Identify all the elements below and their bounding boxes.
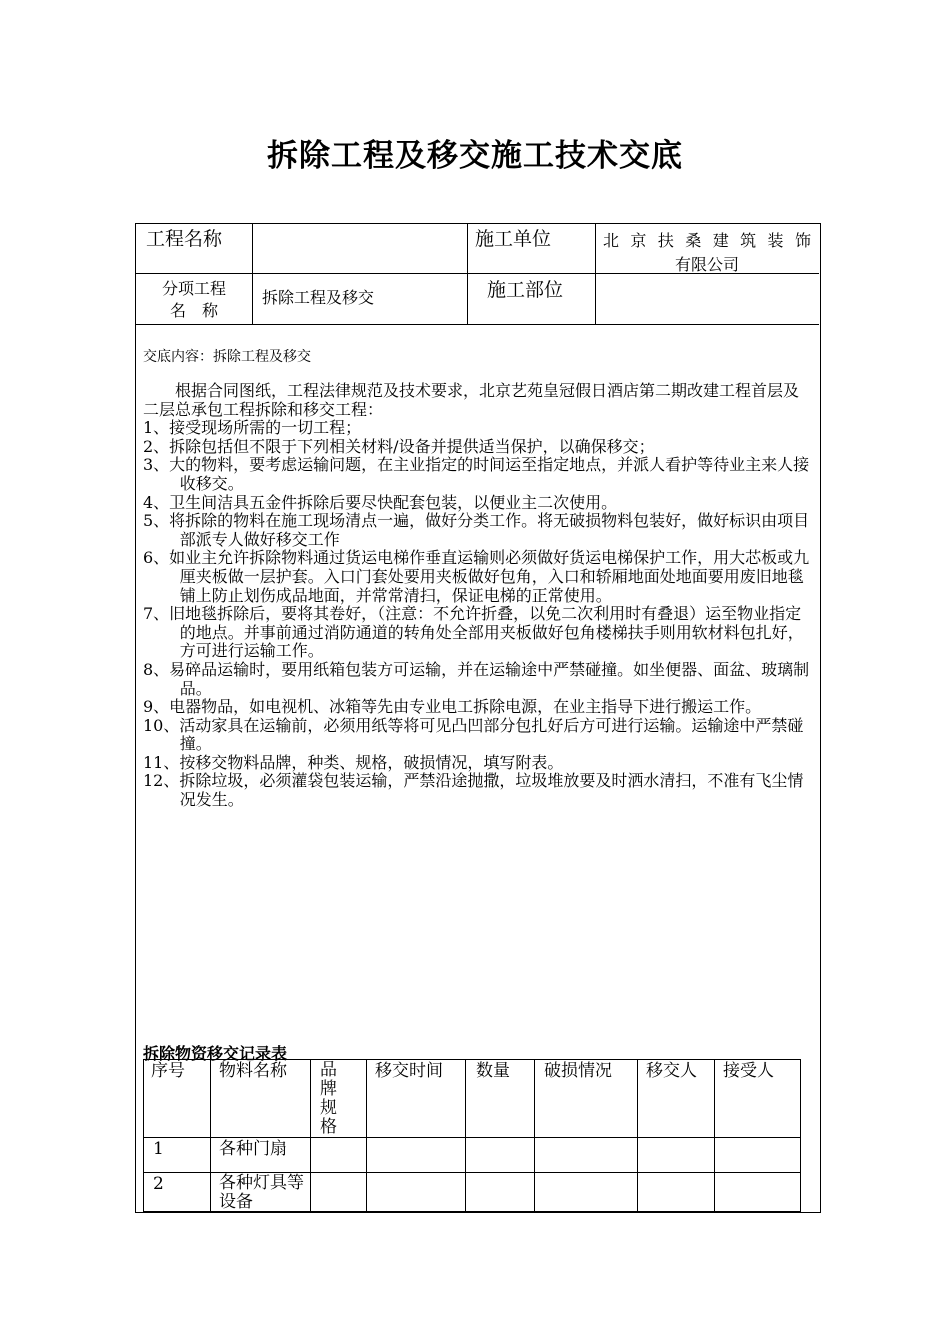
list-item: 10、活动家具在运输前，必须用纸等将可见凸凹部分包扎好后方可进行运输。运输途中严禁碰撞。 bbox=[143, 715, 804, 754]
row-2-material: 各种灯具等设备 bbox=[219, 1173, 304, 1212]
table-border bbox=[143, 1059, 144, 1211]
header-handover-time: 移交时间 bbox=[375, 1061, 443, 1081]
header-brand-spec: 品牌规格 bbox=[320, 1060, 337, 1137]
intro-paragraph: 根据合同图纸，工程法律规范及技术要求，北京艺苑皇冠假日酒店第二期改建工程首层及二层总承包工程拆除和移交工程： bbox=[143, 381, 800, 419]
content-body bbox=[143, 382, 811, 810]
table-border bbox=[714, 1059, 715, 1211]
column-divider bbox=[467, 223, 468, 324]
table-border bbox=[637, 1059, 638, 1211]
header-quantity: 数量 bbox=[476, 1061, 510, 1081]
row-1-serial: 1 bbox=[153, 1139, 164, 1159]
construction-unit-label: 施工单位 bbox=[475, 228, 552, 250]
table-border bbox=[310, 1059, 311, 1211]
list-item: 3、大的物料，要考虑运输问题，在主业指定的时间运至指定地点，并派人看护等待业主来人接收移交。 bbox=[143, 455, 810, 493]
construction-unit-value bbox=[603, 229, 811, 277]
content-label: 交底内容：拆除工程及移交 bbox=[143, 349, 311, 365]
row-divider bbox=[135, 324, 819, 325]
list-item: 2、拆除包括但不限于下列相关材料/设备并提供适当保护，以确保移交； bbox=[143, 436, 655, 456]
record-table bbox=[143, 1059, 801, 1213]
header-damage: 破损情况 bbox=[544, 1061, 612, 1081]
table-border bbox=[143, 1059, 801, 1060]
document-title: 拆除工程及移交施工技术交底 bbox=[267, 138, 683, 174]
construction-location-label: 施工部位 bbox=[487, 279, 564, 301]
table-border bbox=[465, 1059, 466, 1211]
sub-project-label-line1: 分项工程 bbox=[161, 279, 226, 298]
header-handover-person: 移交人 bbox=[646, 1061, 697, 1081]
list-item: 11、按移交物料品牌，种类、规格，破损情况，填写附表。 bbox=[143, 752, 564, 772]
column-divider bbox=[595, 223, 596, 324]
column-divider bbox=[252, 223, 253, 324]
table-border bbox=[143, 1137, 801, 1138]
list-item: 9、电器物品，如电视机、冰箱等先由专业电工拆除电源，在业主指导下进行搬运工作。 bbox=[143, 697, 762, 717]
table-border bbox=[800, 1059, 801, 1211]
row-2-serial: 2 bbox=[153, 1174, 164, 1194]
list-item: 1、接受现场所需的一切工程； bbox=[143, 418, 362, 438]
sub-project-value: 拆除工程及移交 bbox=[262, 288, 375, 307]
sub-project-label-line2: 名 称 bbox=[169, 301, 218, 320]
list-item: 5、将拆除的物料在施工现场清点一遍，做好分类工作。将无破损物料包装好，做好标识由项目部派专人做好移交工作 bbox=[143, 511, 810, 549]
list-item: 12、拆除垃圾，必须灌袋包装运输，严禁沿途抛撒，垃圾堆放要及时洒水清扫，不准有飞尘情况发生。 bbox=[143, 771, 804, 810]
briefing-content bbox=[143, 348, 811, 810]
construction-unit-line2: 有限公司 bbox=[674, 255, 739, 274]
list-item: 6、如业主允许拆除物料通过货运电梯作垂直运输则必须做好货运电梯保护工作，用大芯板或九厘夹板做一层护套。入口门套处要用夹板做好包角，入口和轿厢地面处地面要用废旧地毯铺上防止划伤成品地面，并常常清扫，保证电梯的正常使用。 bbox=[143, 548, 810, 605]
row-1-material: 各种门扇 bbox=[219, 1139, 287, 1159]
list-item: 8、易碎品运输时，要用纸箱包装方可运输，并在运输途中严禁碰撞。如坐便器、面盆、玻璃制品。 bbox=[143, 659, 810, 698]
header-material-name: 物料名称 bbox=[219, 1061, 287, 1081]
header-serial: 序号 bbox=[151, 1061, 185, 1081]
record-table-title: 拆除物资移交记录表 bbox=[143, 1044, 288, 1063]
table-border bbox=[534, 1059, 535, 1211]
construction-unit-line1: 北京扶桑建筑装饰 bbox=[603, 231, 811, 250]
table-border bbox=[366, 1059, 367, 1211]
table-border bbox=[210, 1059, 211, 1211]
sub-project-label bbox=[148, 278, 240, 322]
list-item: 7、旧地毯拆除后，要将其卷好，（注意：不允许折叠，以免二次利用时有叠退）运至物业指定的地点。并事前通过消防通道的转角处全部用夹板做好包角楼梯扶手则用软材料包扎好，方可进行运输工作。 bbox=[143, 604, 804, 661]
header-receiver: 接受人 bbox=[723, 1061, 774, 1081]
project-name-label: 工程名称 bbox=[146, 228, 223, 250]
list-item: 4、卫生间洁具五金件拆除后要尽快配套包装，以便业主二次使用。 bbox=[143, 492, 618, 512]
